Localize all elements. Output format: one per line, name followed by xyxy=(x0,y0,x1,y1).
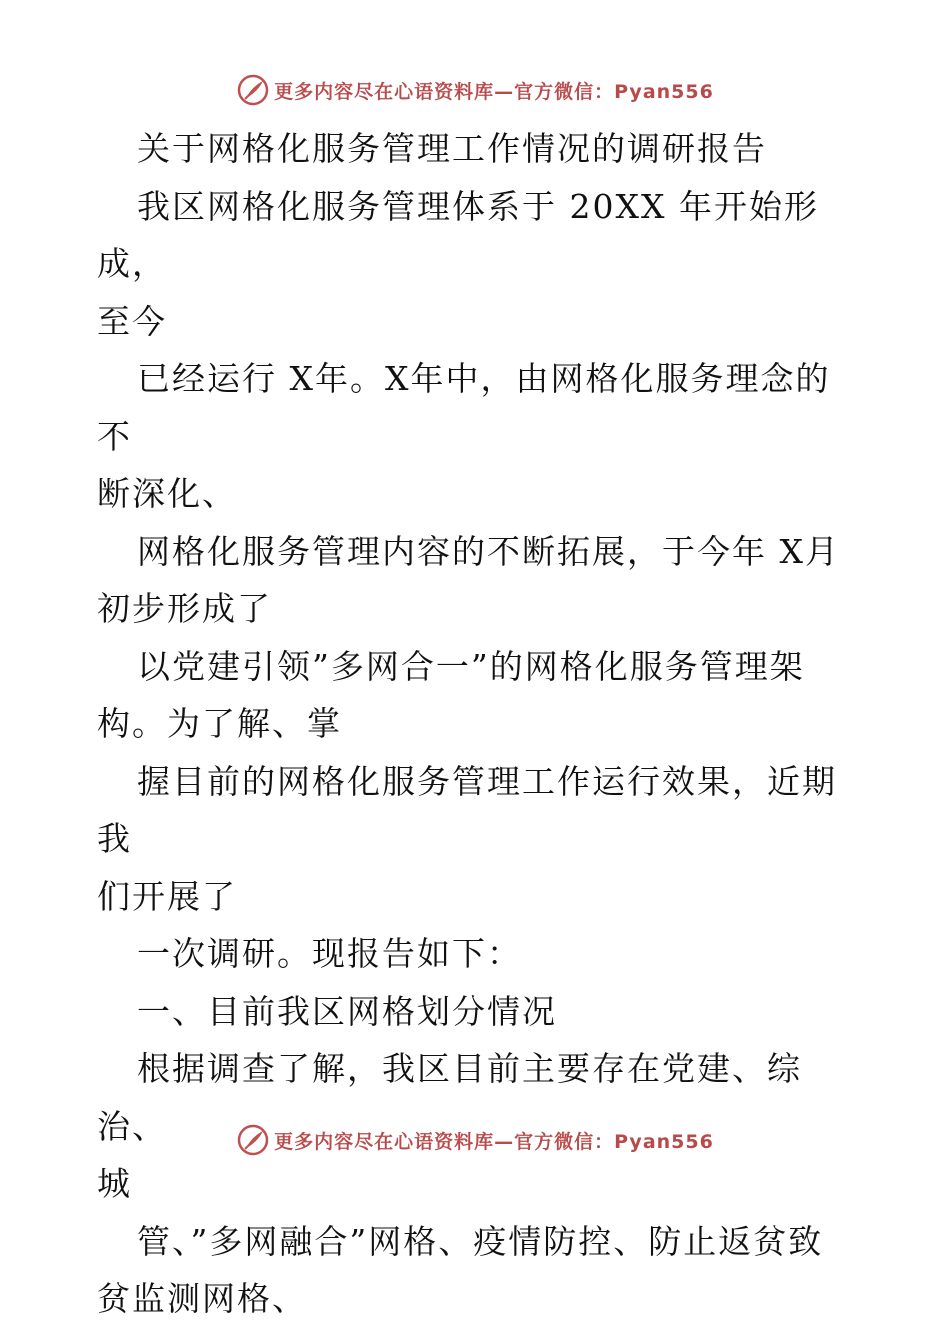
paragraph: 我区网格化服务管理体系于 20XX 年开始形成， 至今 xyxy=(97,186,819,341)
feather-pen-logo-icon xyxy=(236,73,270,107)
paragraph: 握目前的网格化服务管理工作运行效果，近期我 们开展了 xyxy=(97,761,837,916)
watermark-text: 更多内容尽在心语资料库—官方微信：Pyan556 xyxy=(274,1130,714,1153)
feather-pen-logo-icon xyxy=(236,1123,270,1157)
paragraph: 以党建引领”多网合一”的网格化服务管理架 构。为了解、掌 xyxy=(97,646,805,743)
paragraph: 一次调研。现报告如下： xyxy=(137,934,522,973)
paragraph: 网格化服务管理内容的不断拓展，于今年 X月 初步形成了 xyxy=(97,531,840,628)
section-heading: 一、目前我区网格划分情况 xyxy=(137,991,557,1031)
report-title: 关于网格化服务管理工作情况的调研报告 xyxy=(137,129,767,168)
paragraph: 根据调查了解，我区目前主要存在党建、综治、 城 xyxy=(97,1049,802,1203)
paragraph: 已经运行 X年。X年中，由网格化服务理念的不 断深化、 xyxy=(97,359,831,513)
watermark-text: 更多内容尽在心语资料库—官方微信：Pyan556 xyxy=(274,80,714,103)
watermark-header xyxy=(0,70,950,110)
paragraph: 管、”多网融合”网格、疫情防控、防止返贫致 贫监测网格、 xyxy=(97,1221,824,1318)
watermark-footer xyxy=(0,1120,950,1160)
